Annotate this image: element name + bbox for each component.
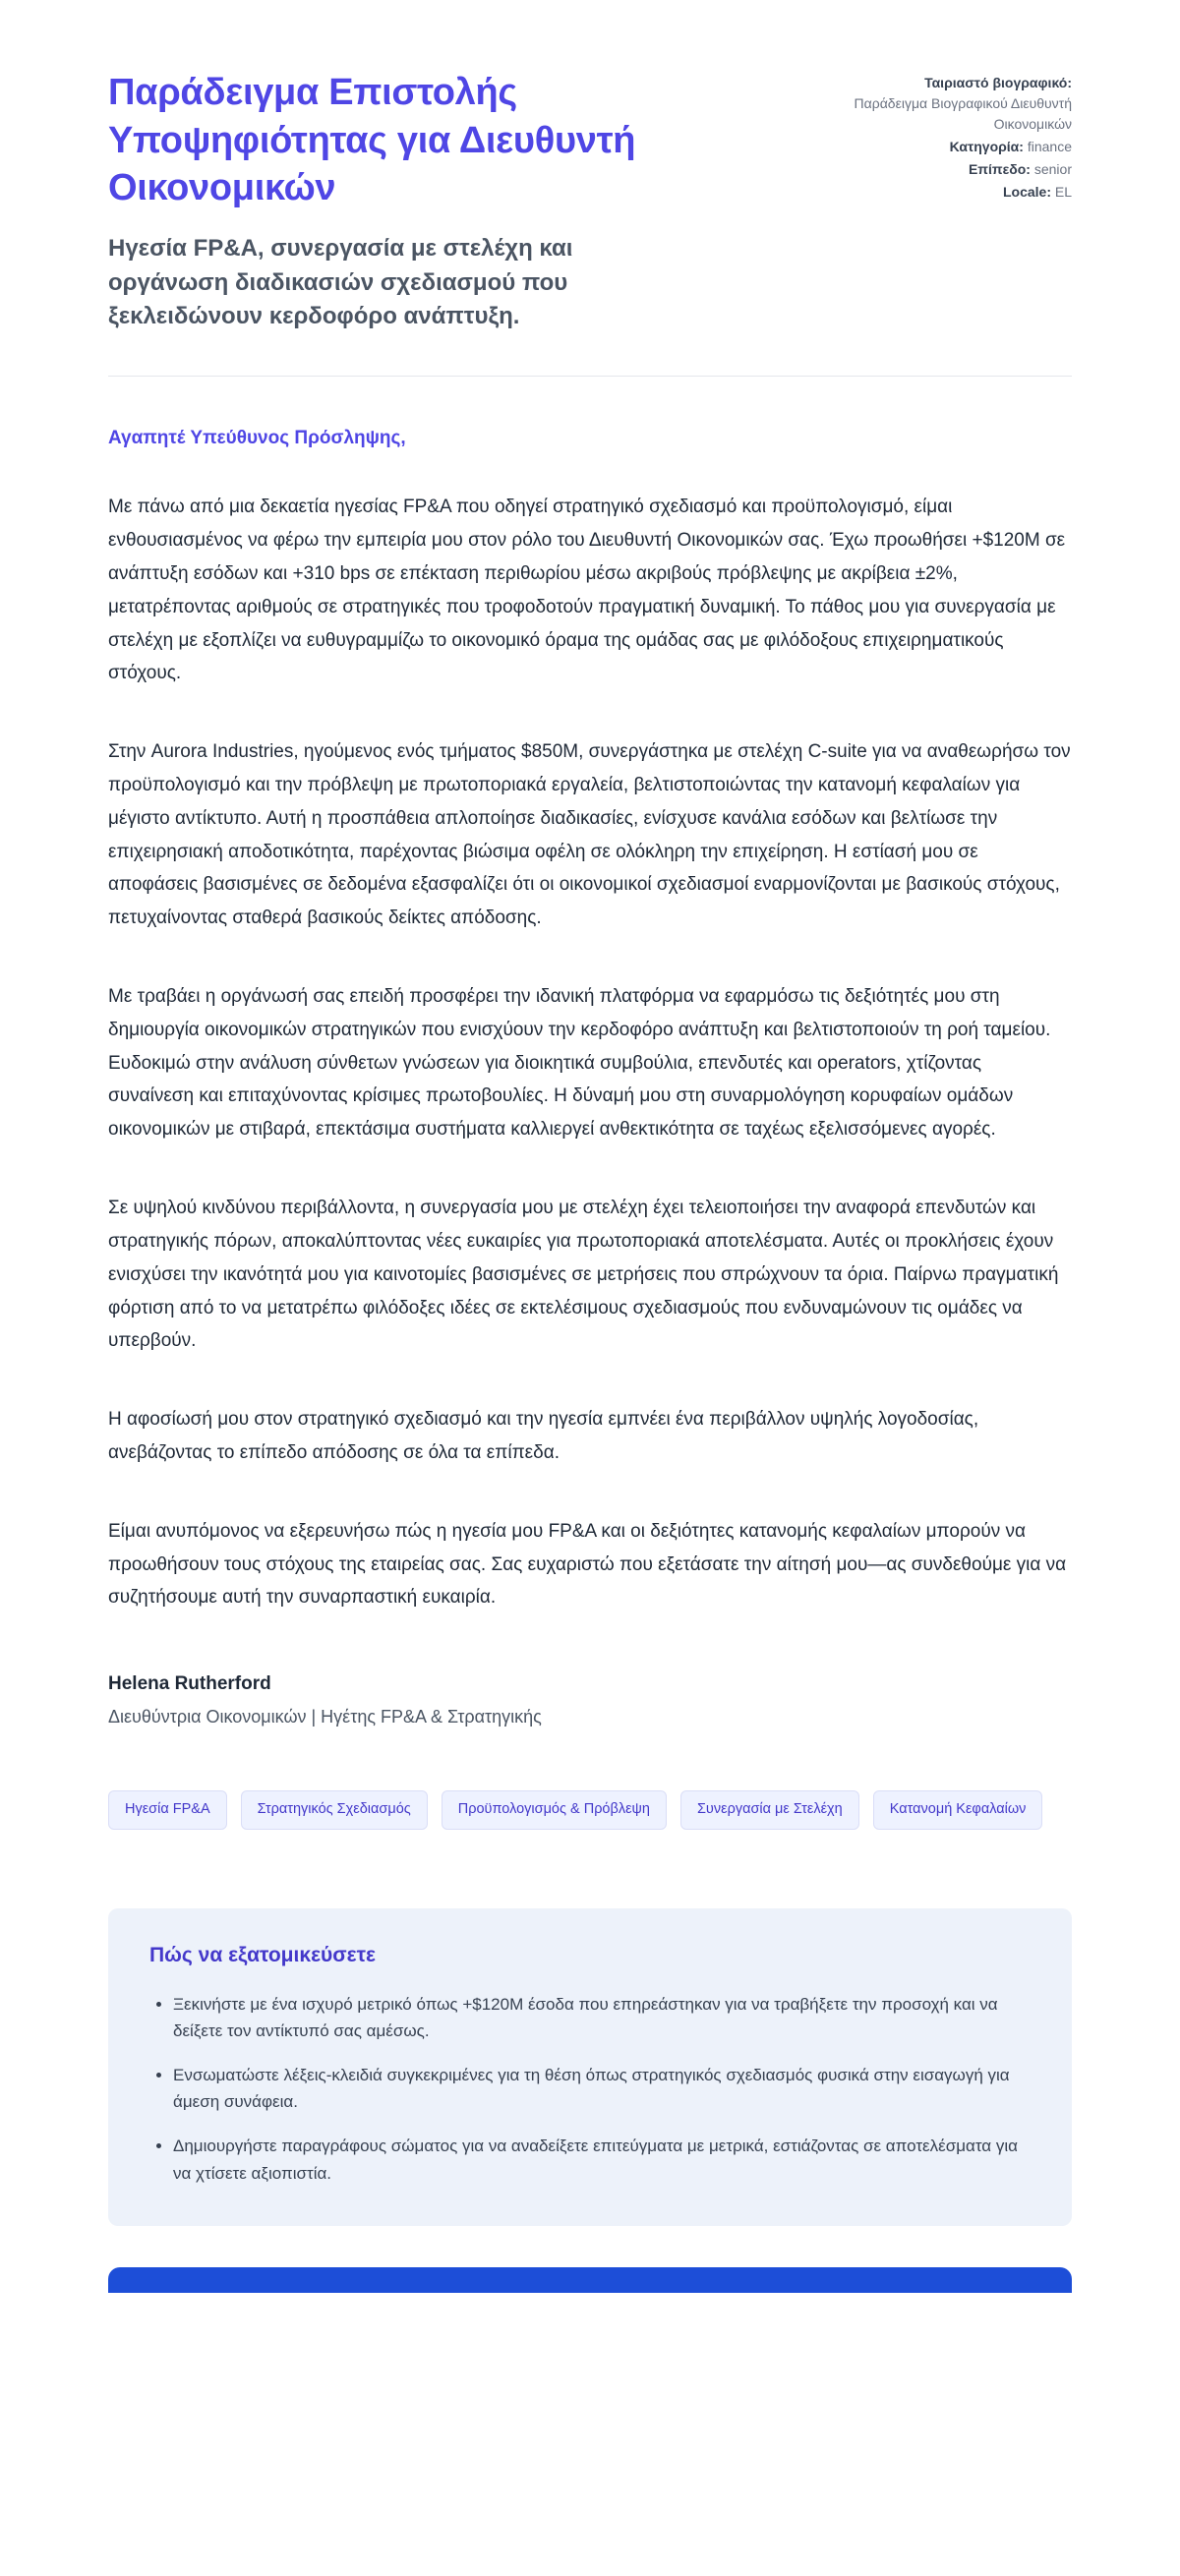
meta-matching-resume (826, 73, 1072, 135)
signature-role: Διευθύντρια Οικονομικών | Ηγέτης FP&A & Στρατηγικής (108, 1707, 542, 1727)
level-value: senior (1033, 161, 1072, 177)
category-value: finance (1027, 139, 1072, 154)
header (108, 69, 1072, 334)
customize-title: Πώς να εξατομικεύσετε (149, 1943, 376, 1966)
header-divider (108, 376, 1072, 377)
matching-resume-label: Ταιριαστό βιογραφικό: (924, 75, 1072, 90)
meta-panel (826, 69, 1072, 205)
page-subtitle: Ηγεσία FP&A, συνεργασία με στελέχη και οργάνωση διαδικασιών σχεδιασμού που ξεκλειδώνουν κερδοφόρο ανάπτυξη. (108, 234, 573, 330)
locale-value: EL (1054, 184, 1072, 200)
letter-paragraph: Σε υψηλού κινδύνου περιβάλλοντα, η συνεργασία μου με στελέχη έχει τελειοποιήσει την αναφορά επενδυτών και στρατηγικής πόρων, αποκαλύπτοντας νέες ευκαιρίες για πρωτοποριακά αποτελέσματα. Αυτές οι προκλήσεις έχουν ενισχύσει την ικανότητά μου για καινοτομίες βασισμένες σε μετρήσεις που σπρώχνουν τα όρια. Παίρνω πραγματική φόρτιση από το να μετατρέπω φιλόδοξες ιδέες σε εκτελέσιμους σχεδιασμούς που ενδυναμώνουν τις ομάδες να υπερβούν. (108, 1198, 1059, 1352)
letter-paragraph: Η αφοσίωσή μου στον στρατηγικό σχεδιασμό και την ηγεσία εμπνέει ένα περιβάλλον υψηλής λογοδοσίας, ανεβάζοντας το επίπεδο απόδοσης σε όλα τα επίπεδα. (108, 1409, 979, 1463)
tag-pill[interactable]: Κατανομή Κεφαλαίων (873, 1790, 1043, 1829)
tag-pill[interactable]: Ηγεσία FP&A (108, 1790, 227, 1829)
letter-paragraph: Με πάνω από μια δεκαετία ηγεσίας FP&A που οδηγεί στρατηγικό σχεδιασμό και προϋπολογισμό, είμαι ενθουσιασμένος να φέρω την εμπειρία μου στον ρόλο του Διευθυντή Οικονομικών σας. Έχω προωθήσει +$120M σε ανάπτυξη εσόδων και +310 bps σε επέκταση περιθωρίου μέσω ακριβούς πρόβλεψης με ακρίβεια ±2%, μετατρέποντας αριθμούς σε στρατηγικές που τροφοδοτούν πραγματική δυναμική. Το πάθος μου για συνεργασία με στελέχη με εξοπλίζει να ευθυγραμμίζω το οικονομικό όραμα της ομάδας σας με φιλόδοξους επιχειρηματικούς στόχους. (108, 497, 1066, 684)
category-label: Κατηγορία: (949, 139, 1024, 154)
header-title-block (108, 69, 718, 334)
page-title: Παράδειγμα Επιστολής Υποψηφιότητας για Διευθυντή Οικονομικών (108, 72, 636, 209)
tag-pill[interactable]: Στρατηγικός Σχεδιασμός (241, 1790, 428, 1829)
level-label: Επίπεδο: (968, 161, 1031, 177)
letter-body (108, 428, 1072, 1727)
customize-box (108, 1908, 1072, 2226)
letter-paragraph: Στην Aurora Industries, ηγούμενος ενός τμήματος $850M, συνεργάστηκα με στελέχη C-suite για να αναθεωρήσω τον προϋπολογισμό και την πρόβλεψη με πρωτοποριακά εργαλεία, βελτιστοποιώντας την κατανομή κεφαλαίων για μέγιστο αντίκτυπο. Αυτή η προσπάθεια απλοποίησε διαδικασίες, ενίσχυσε κανάλια εσόδων και βελτίωσε την επιχειρησιακή αποδοτικότητα, παρέχοντας βιώσιμα οφέλη σε ολόκληρη την επιχείρηση. Η εστίασή μου σε αποφάσεις βασισμένες σε δεδομένα εξασφαλίζει ότι οι οικονομικοί σχεδιασμοί εναρμονίζονται με βασικούς στόχους, πετυχαίνοντας σταθερά βασικούς δείκτες απόδοσης. (108, 741, 1071, 929)
signature-name: Helena Rutherford (108, 1673, 271, 1695)
matching-resume-link[interactable]: Παράδειγμα Βιογραφικού Διευθυντή Οικονομικών (854, 95, 1072, 132)
meta-level (826, 159, 1072, 180)
meta-locale (826, 182, 1072, 203)
letter-paragraph: Είμαι ανυπόμονος να εξερευνήσω πώς η ηγεσία μου FP&A και οι δεξιότητες κατανομής κεφαλαίων μπορούν να προωθήσουν τους στόχους της εταιρείας σας. Σας ευχαριστώ που εξετάσατε την αίτησή μου—ας συνδεθούμε για να συζητήσουμε αυτή την συναρπαστική ευκαιρία. (108, 1520, 1067, 1609)
letter-paragraph: Με τραβάει η οργάνωσή σας επειδή προσφέρει την ιδανική πλατφόρμα να εφαρμόσω τις δεξιότητές μου στη δημιουργία οικονομικών στρατηγικών που ενισχύουν την κερδοφόρο ανάπτυξη και βελτιστοποιούν τη ροή ταμείου. Ευδοκιμώ στην ανάλυση σύνθετων γνώσεων για διοικητικά συμβούλια, επενδυτές και operators, χτίζοντας συναίνεση και επιταχύνοντας κρίσιμες πρωτοβουλίες. Η δύναμή μου στη συναρμολόγηση κορυφαίων ομάδων οικονομικών με στιβαρά, επεκτάσιμα συστήματα καλλιεργεί ανθεκτικότητα σε ταχέως εξελισσόμενες αγορές. (108, 986, 1051, 1141)
meta-category (826, 137, 1072, 157)
letter-greeting: Αγαπητέ Υπεύθυνος Πρόσληψης, (108, 428, 406, 449)
locale-label: Locale: (1002, 184, 1051, 200)
customize-tip: • Ξεκινήστε με ένα ισχυρό μετρικό όπως +$120M έσοδα που επηρεάστηκαν για να τραβήξετε την προσοχή και να δείξετε τον αντίκτυπό σας αμέσως. (173, 1991, 1031, 2044)
customize-tip-list (149, 1991, 1031, 2187)
customize-tip: • Ενσωματώστε λέξεις-κλειδιά συγκεκριμένες για τη θέση όπως στρατηγικός σχεδιασμός φυσικά στην εισαγωγή για άμεση συνάφεια. (173, 2062, 1031, 2115)
tag-pill[interactable]: Προϋπολογισμός & Πρόβλεψη (442, 1790, 667, 1829)
next-section-card (108, 2267, 1072, 2293)
tag-pill[interactable]: Συνεργασία με Στελέχη (680, 1790, 859, 1829)
customize-tip: • Δημιουργήστε παραγράφους σώματος για να αναδείξετε επιτεύγματα με μετρικά, εστιάζοντας σε αποτελέσματα για να χτίσετε αξιοπιστία. (173, 2133, 1031, 2186)
tag-list (108, 1790, 1072, 1829)
